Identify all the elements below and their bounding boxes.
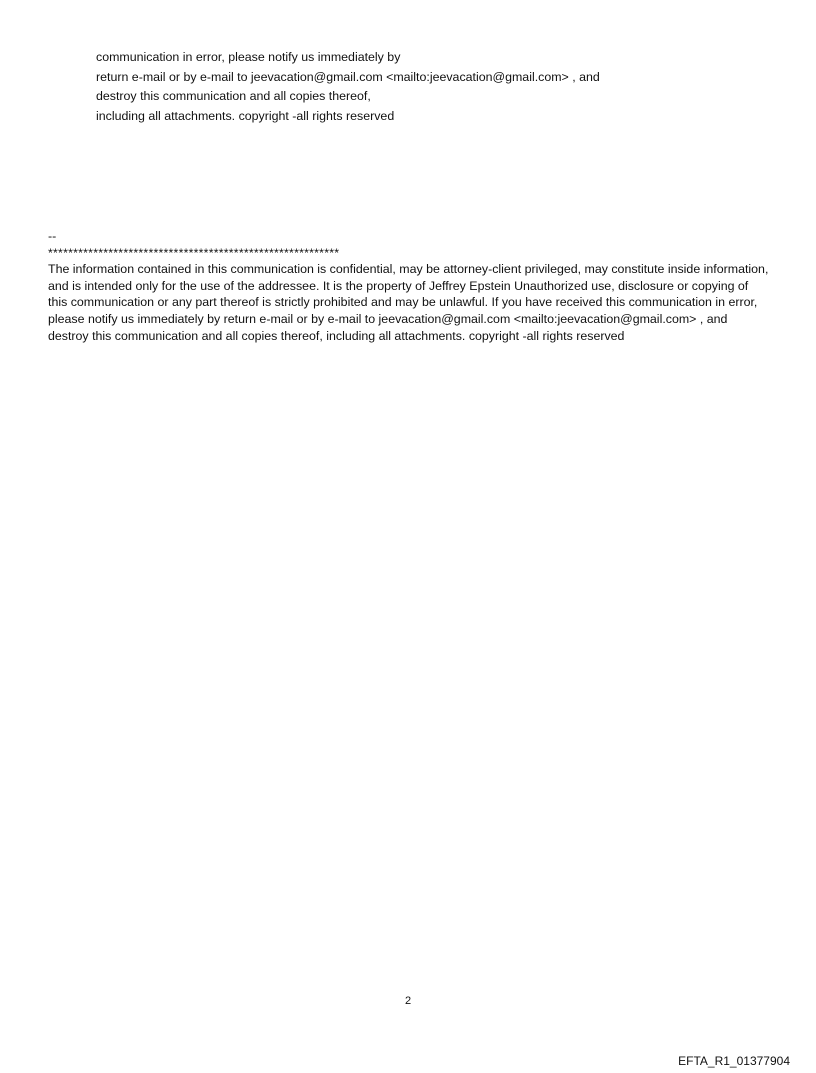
quoted-disclaimer-block xyxy=(96,48,776,126)
confidentiality-disclaimer: The information contained in this communication is confidential, may be attorney-client privileged, may constitute inside information, and is intended only for the use of the addressee. It is the property of Jeffrey Epstein Unauthorized use, disclosure or copying of this communication or any part thereof is strictly prohibited and may be unlawful. If you have received this communication in error, please notify us immediately by return e-mail or by e-mail to jeevacation@gmail.com <mailto:jeevacation@gmail.com> , and destroy this communication and all copies thereof, including all attachments. copyright -all rights reserved xyxy=(48,262,769,343)
document-id-stamp: EFTA_R1_01377904 xyxy=(678,1054,790,1068)
asterisk-separator: ********************************************************** xyxy=(48,245,340,260)
signature-dash-separator: -- xyxy=(48,229,57,243)
quoted-disclaimer-line: destroy this communication and all copies thereof, xyxy=(96,89,371,103)
quoted-disclaimer-line: communication in error, please notify us immediately by xyxy=(96,50,401,64)
page-number: 2 xyxy=(404,995,412,1007)
quoted-disclaimer-line: return e-mail or by e-mail to jeevacation@gmail.com <mailto:jeevacation@gmail.com> , and xyxy=(96,69,600,84)
quoted-disclaimer-line: including all attachments. copyright -all rights reserved xyxy=(96,108,395,123)
signature-disclaimer-block xyxy=(48,228,770,344)
